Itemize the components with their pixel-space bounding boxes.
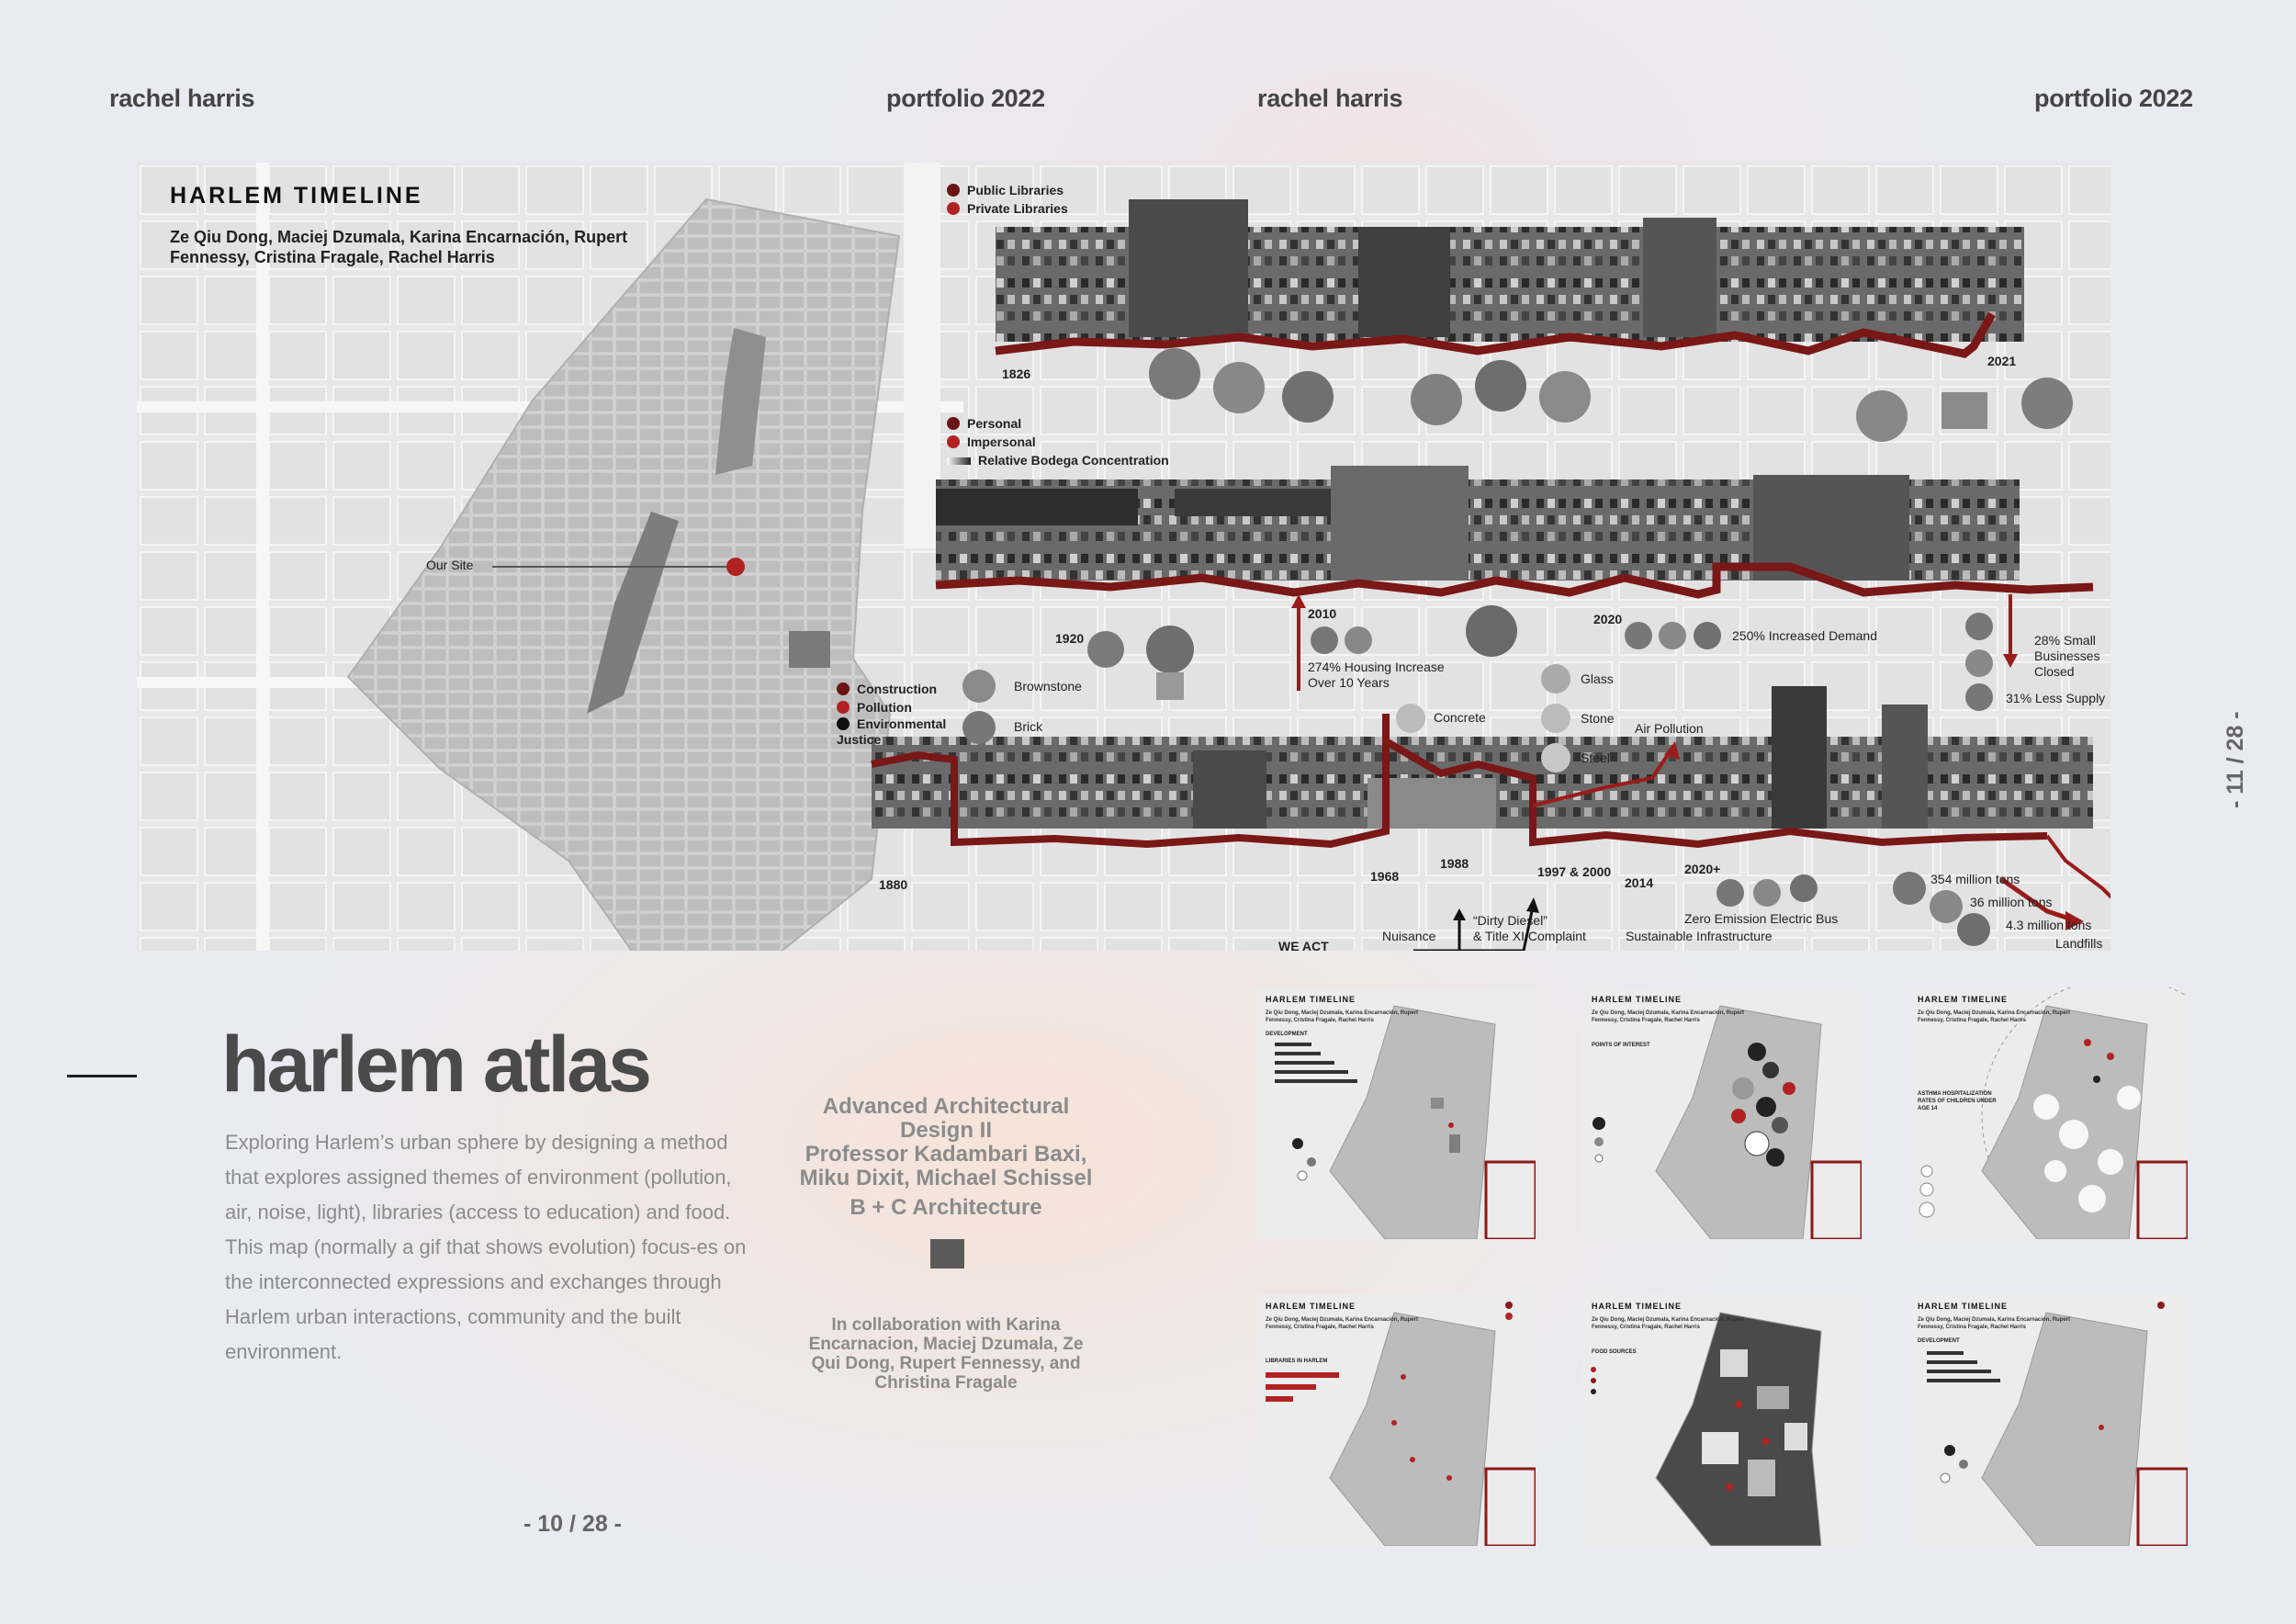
thumbnail-title: HARLEM TIMELINE [1918,1302,2008,1311]
less-supply-annotation: 31% Less Supply [2006,691,2106,705]
year-1988: 1988 [1440,856,1469,871]
sustainable-infrastructure-annotation: Sustainable Infrastructure [1626,929,1773,943]
thumbnail-map [1256,987,1536,1239]
project-description: Exploring Harlem’s urban sphere by designing a method that explores assigned themes of environment (pollution, air, noise, light), libraries (access to education) and food. This map (normally a gif that shows evolution) focus-es on the interconnected expressions and exchanges through Harlem urban interactions, community and the built environment. [225,1131,747,1363]
tons-354-annotation: 354 million tons [1930,872,2020,886]
construction-label: Construction [857,682,938,696]
brownstone-label: Brownstone [1014,679,1082,694]
steel-label: Steel [1581,750,1610,765]
thumbnail-libraries [1256,1294,1536,1546]
title-dash [67,1075,137,1077]
thumbnail-authors: Ze Qiu Dong, Maciej Dzumala, Karina Encarnación, Rupert Fennessy, Cristina Fragale, Rachel Harris [1592,1010,1745,1023]
thumbnail-authors: Ze Qiu Dong, Maciej Dzumala, Karina Encarnación, Rupert Fennessy, Cristina Fragale, Rachel Harris [1266,1010,1419,1023]
we-act-annotation: WE ACT [1278,939,1329,951]
glass-label: Glass [1581,671,1614,686]
harlem-timeline-board [137,163,2110,951]
pollution-label: Pollution [857,700,912,715]
year-1920: 1920 [1055,631,1085,646]
year-2014: 2014 [1625,875,1654,890]
air-pollution-annotation: Air Pollution [1635,721,1704,736]
private-library-dot [947,202,960,215]
right-portfolio-label: portfolio 2022 [2034,85,2193,112]
thumbnail-map [1256,1294,1536,1546]
thumbnail-title: HARLEM TIMELINE [1266,995,1356,1004]
year-1997-2000: 1997 & 2000 [1537,864,1612,879]
concentration-gradient-icon [947,457,971,465]
year-2020: 2020 [1593,612,1623,626]
page-number-left: - 10 / 28 - [523,1511,622,1537]
thumbnail-asthma [1908,987,2188,1239]
increased-demand-annotation: 250% Increased Demand [1732,628,1877,643]
bodega-legend [947,414,1169,469]
thumbnail-section: DEVELOPMENT [1266,1032,1308,1037]
professors: Professor Kadambari Baxi, Miku Dixit, Michael Schissel [799,1142,1093,1190]
board-map-graphic [137,163,2110,951]
brick-label: Brick [1014,719,1043,734]
our-site-label: Our Site [426,558,474,572]
firm-name: B + C Architecture [850,1195,1042,1220]
thumbnail-development [1256,987,1536,1239]
thumbnail-points-of-interest [1582,987,1862,1239]
grey-square-marker [930,1239,964,1269]
public-library-dot [947,184,960,197]
environment-legend [837,680,993,748]
thumbnail-map [1908,987,2188,1239]
thumbnail-title: HARLEM TIMELINE [1918,995,2008,1004]
environmental-justice-dot [837,717,850,730]
thumbnail-food-sources [1582,1294,1862,1546]
landfills-annotation: Landfills [2055,936,2103,951]
pollution-dot [837,701,850,714]
tons-4-3-annotation: 4.3 million tons [2006,918,2092,932]
impersonal-label: Impersonal [967,434,1036,449]
board-title: HARLEM TIMELINE [170,183,423,209]
thumbnail-section: DEVELOPMENT [1918,1338,1960,1344]
title-xi-annotation: & Title XI Complaint [1473,929,1586,943]
page-number-right: - 11 / 28 - [2223,711,2248,808]
thumbnail-title: HARLEM TIMELINE [1266,1302,1356,1311]
electric-bus-annotation: Zero Emission Electric Bus [1684,911,1839,926]
thumbnail-title: HARLEM TIMELINE [1592,995,1682,1004]
thumbnail-map [1582,1294,1862,1546]
thumbnail-map [1908,1294,2188,1546]
thumbnail-section: LIBRARIES IN HARLEM [1266,1359,1328,1364]
environmental-justice-label: Environmental Justice [837,716,947,747]
dirty-diesel-annotation: “Dirty Diesel” [1473,913,1548,928]
course-name: Advanced Architectural Design II [822,1094,1070,1143]
year-1826: 1826 [1002,367,1031,381]
thumbnail-map [1582,987,1862,1239]
thumbnail-authors: Ze Qiu Dong, Maciej Dzumala, Karina Encarnación, Rupert Fennessy, Cristina Fragale, Rachel Harris [1918,1317,2071,1330]
year-2021: 2021 [1987,354,2017,368]
right-author-name: rachel harris [1257,85,1403,112]
public-libraries-label: Public Libraries [967,183,1064,197]
year-2010: 2010 [1308,606,1337,621]
thumbnail-authors: Ze Qiu Dong, Maciej Dzumala, Karina Encarnación, Rupert Fennessy, Cristina Fragale, Rachel Harris [1592,1317,1745,1330]
thumbnail-title: HARLEM TIMELINE [1592,1302,1682,1311]
nuisance-annotation: Nuisance [1382,929,1436,943]
year-1968: 1968 [1370,869,1400,884]
course-credits [799,1095,1093,1220]
thumbnail-section: ASTHMA HOSPITALIZATION RATES OF CHILDREN UNDER AGE 14 [1918,1091,1997,1111]
personal-label: Personal [967,416,1022,431]
project-title: harlem atlas [221,1021,649,1109]
board-authors: Ze Qiu Dong, Maciej Dzumala, Karina Encarnación, Rupert Fennessy, Cristina Fragale, Rachel Harris [170,228,628,266]
small-businesses-annotation: 28% Small Businesses Closed [2034,633,2100,679]
thumbnail-development-2 [1908,1294,2188,1546]
housing-increase-annotation: 274% Housing Increase Over 10 Years [1308,660,1445,690]
year-1880: 1880 [879,877,908,892]
tons-36-annotation: 36 million tons [1970,895,2053,909]
left-portfolio-label: portfolio 2022 [886,85,1045,112]
thumbnail-authors: Ze Qiu Dong, Maciej Dzumala, Karina Encarnación, Rupert Fennessy, Cristina Fragale, Rachel Harris [1266,1317,1419,1330]
private-libraries-label: Private Libraries [967,201,1068,216]
collaboration-credits: In collaboration with Karina Encarnacion, Maciej Dzumala, Ze Qui Dong, Rupert Fennessy, and Christina Fragale [808,1315,1084,1393]
thumbnail-authors: Ze Qiu Dong, Maciej Dzumala, Karina Encarnación, Rupert Fennessy, Cristina Fragale, Rachel Harris [1918,1010,2071,1023]
bodega-concentration-label: Relative Bodega Concentration [978,453,1169,468]
thumbnail-section: FOOD SOURCES [1592,1349,1637,1355]
personal-dot [947,417,960,430]
concrete-label: Concrete [1434,710,1486,725]
construction-dot [837,682,850,695]
libraries-legend [947,181,1068,218]
left-author-name: rachel harris [109,85,255,112]
impersonal-dot [947,435,960,448]
year-2020-plus: 2020+ [1684,862,1721,876]
thumbnail-section: POINTS OF INTEREST [1592,1043,1650,1048]
stone-label: Stone [1581,711,1615,726]
